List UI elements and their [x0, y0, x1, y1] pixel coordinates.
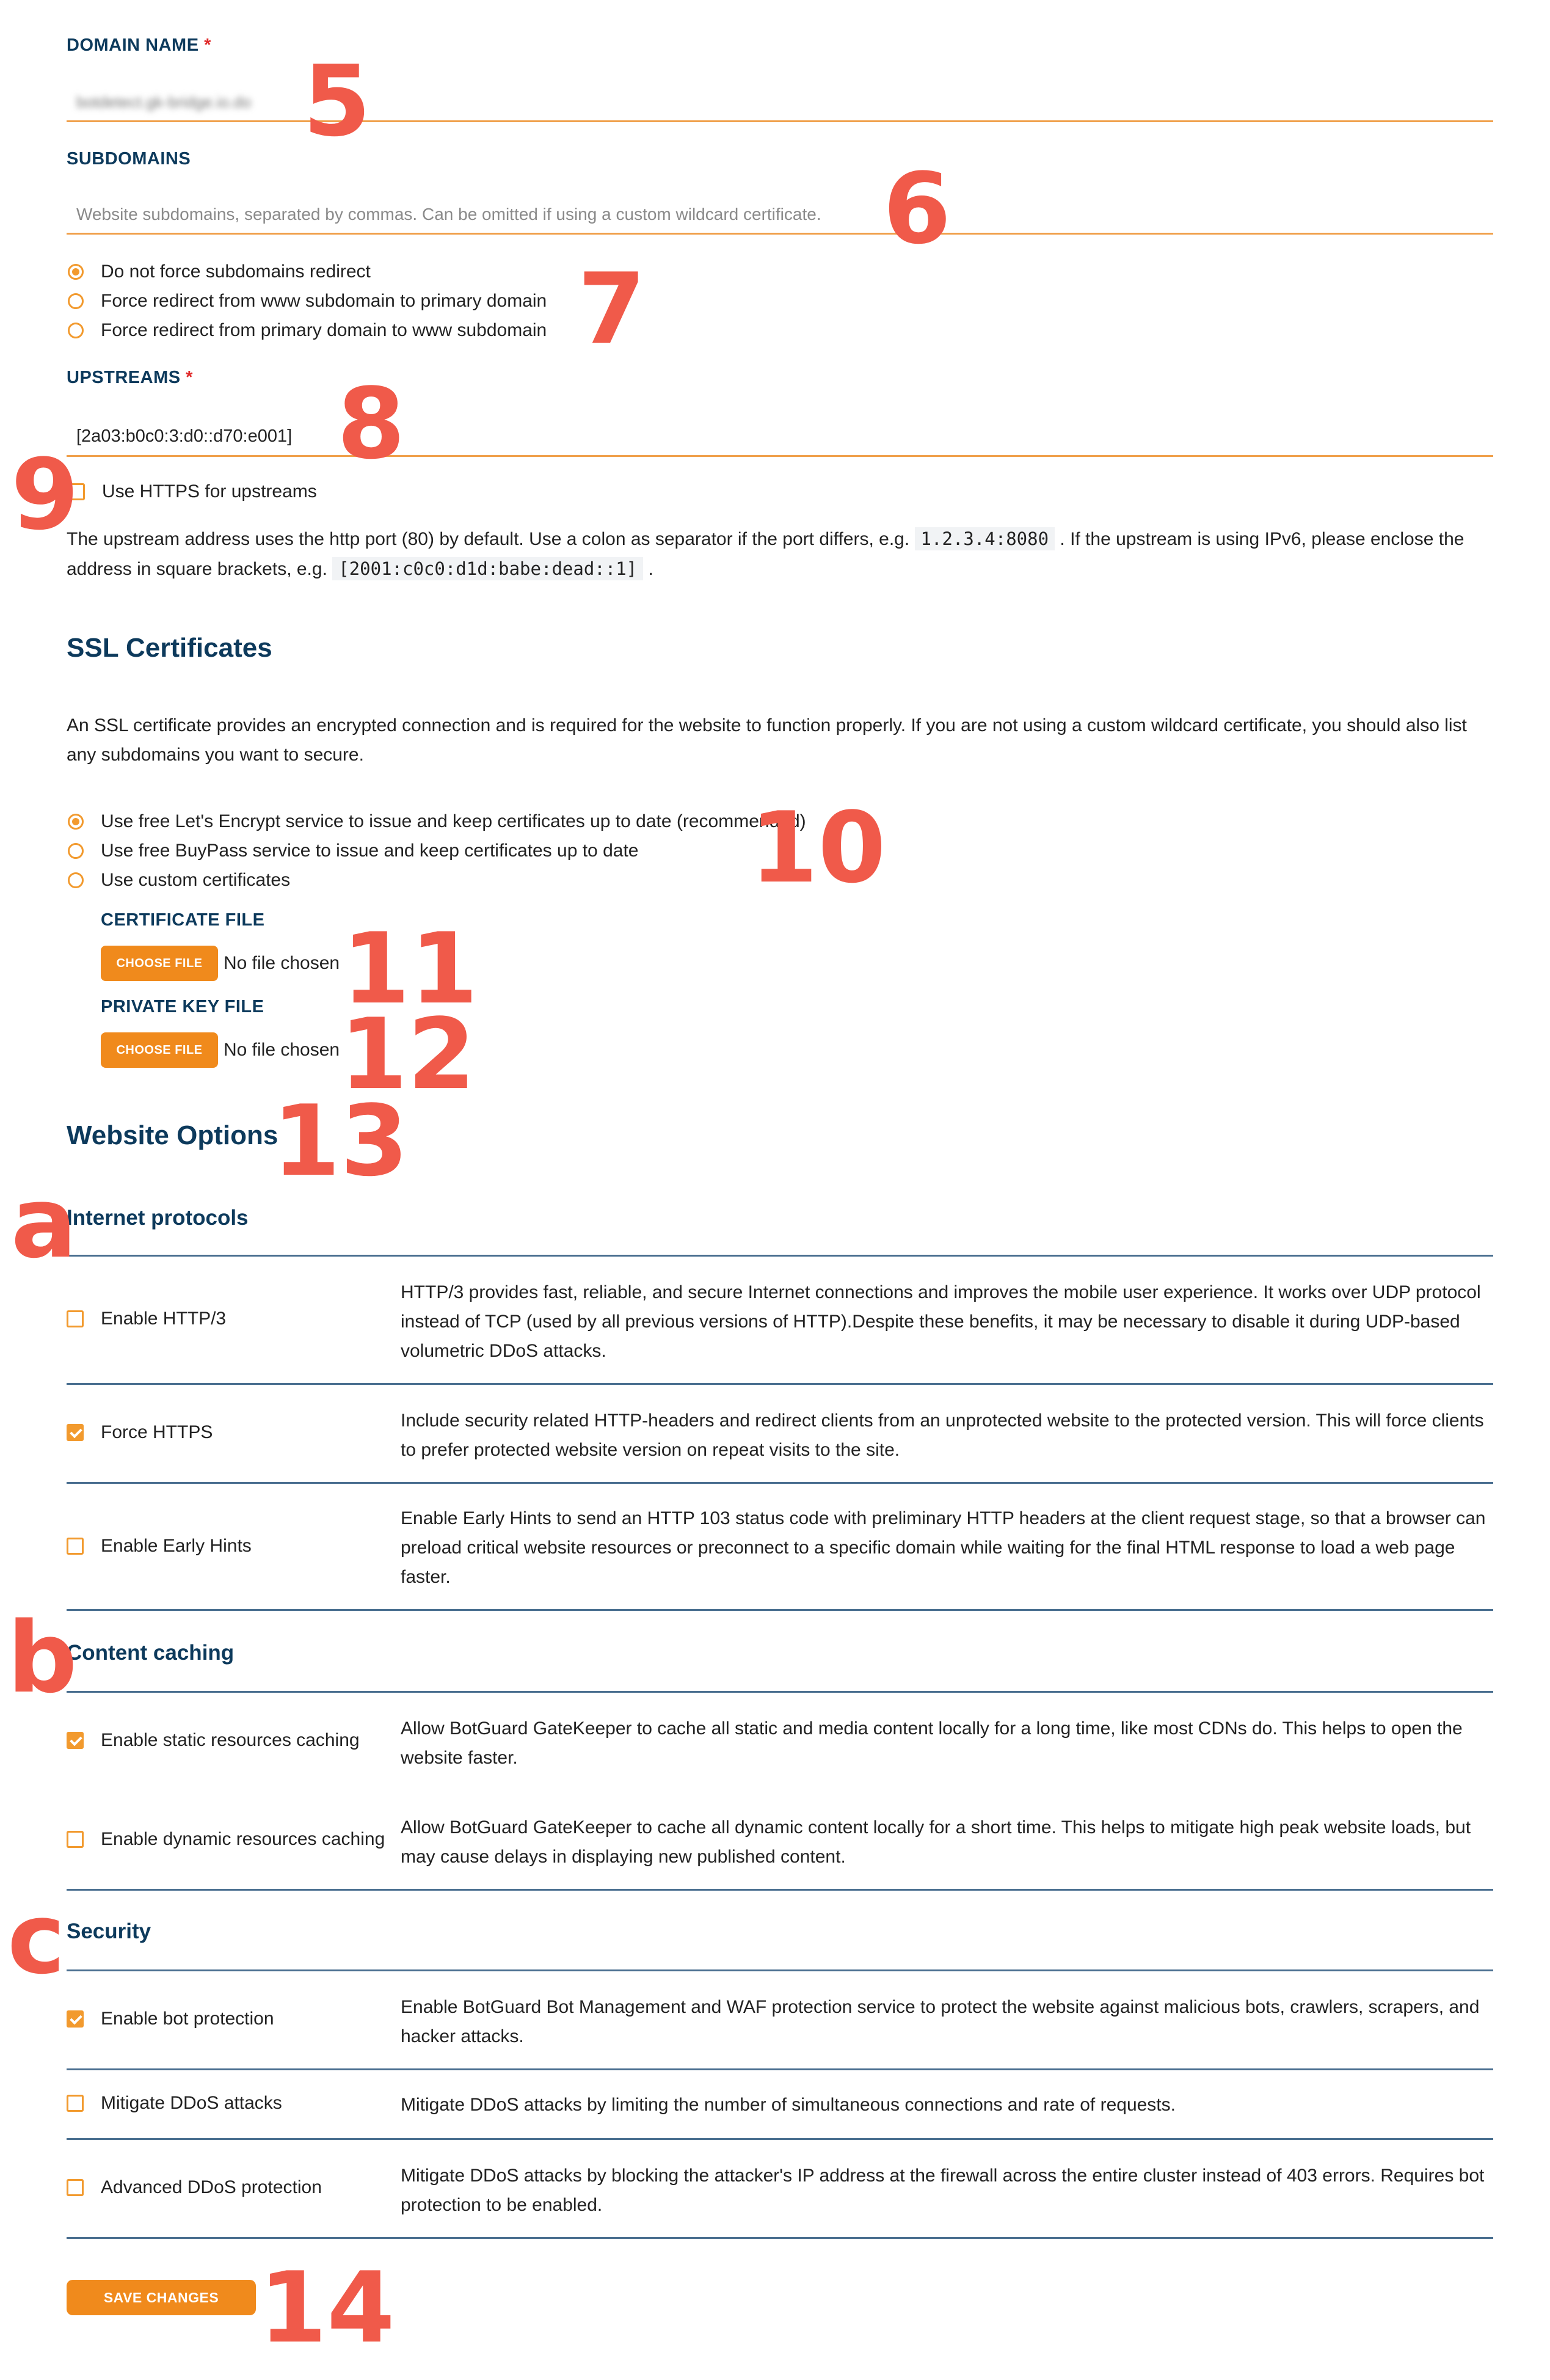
option-mitigate-ddos[interactable]: Mitigate DDoS attacks [67, 2093, 282, 2114]
radio-button[interactable] [68, 293, 84, 309]
divider [67, 1482, 1493, 1484]
radio-button[interactable] [68, 814, 84, 830]
checkbox[interactable] [67, 2010, 84, 2028]
domain-name-label: DOMAIN NAME * [67, 35, 211, 55]
private-key-file-label: PRIVATE KEY FILE [101, 997, 264, 1017]
checkbox[interactable] [67, 1831, 84, 1848]
annotation-13: 13 [272, 1084, 409, 1198]
checkbox[interactable] [67, 1424, 84, 1441]
domain-name-input[interactable]: botdetect.gk-bridge.io.do [67, 83, 1493, 122]
option-enable-dynamic-caching[interactable]: Enable dynamic resources caching [67, 1829, 385, 1850]
annotation-10: 10 [750, 790, 886, 905]
annotation-11: 11 [342, 911, 478, 1026]
checkbox[interactable] [67, 2095, 84, 2112]
radio-button[interactable] [68, 872, 84, 888]
group-title-internet-protocols: Internet protocols [67, 1206, 249, 1230]
upstreams-help-text: The upstream address uses the http port (80) by default. Use a colon as separator if the port differs, e.g. 1.2.3.4:8080 . If the upstream is using IPv6, please enclose the address in square brackets, e.g. [2001:c0c0:d1d:babe:dead::1] . [67, 528, 1464, 579]
ssl-certificates-title: SSL Certificates [67, 633, 272, 663]
option-description: Include security related HTTP-headers and redirect clients from an unprotected website to the protected version. This will force clients to prefer protected website version on repeat visits to the site. [401, 1411, 1484, 1460]
option-description: Allow BotGuard GateKeeper to cache all static and media content locally for a long time, like most CDNs do. This helps to open the website faster. [401, 1718, 1463, 1768]
radio-button[interactable] [68, 843, 84, 859]
option-enable-http3[interactable]: Enable HTTP/3 [67, 1309, 226, 1329]
annotation-a: a [11, 1166, 77, 1280]
checkbox[interactable] [67, 2179, 84, 2196]
annotation-b: b [7, 1601, 78, 1715]
group-title-security: Security [67, 1919, 151, 1943]
divider [67, 1889, 1493, 1891]
ssl-option-custom[interactable]: Use custom certificates [68, 870, 290, 891]
upstreams-input[interactable]: [2a03:b0c0:3:d0::d70:e001] [67, 415, 1493, 457]
option-description: Enable BotGuard Bot Management and WAF protection service to protect the website against malicious bots, crawlers, scrapers, and hacker attacks. [401, 1997, 1480, 2046]
ssl-option-letsencrypt[interactable]: Use free Let's Encrypt service to issue and keep certificates up to date (recommended) [68, 811, 806, 832]
ssl-option-buypass[interactable]: Use free BuyPass service to issue and keep certificates up to date [68, 841, 638, 861]
website-options-title: Website Options [67, 1120, 278, 1150]
upstreams-label: UPSTREAMS * [67, 368, 193, 387]
divider [67, 1969, 1493, 1971]
divider [67, 2237, 1493, 2239]
ssl-description: An SSL certificate provides an encrypted connection and is required for the website to function properly. If you are not using a custom wildcard certificate, you should also list any subdomains you want to secure. [67, 715, 1467, 765]
option-description: HTTP/3 provides fast, reliable, and secure Internet connections and improves the mobile user experience. It works over UDP protocol instead of TCP (used by all previous versions of HTTP).Despite these benefits, it may be necessary to disable it during UDP-based volumetric DDoS attacks. [401, 1282, 1481, 1361]
option-force-https[interactable]: Force HTTPS [67, 1422, 213, 1443]
divider [67, 2138, 1493, 2140]
option-enable-bot-protection[interactable]: Enable bot protection [67, 2009, 274, 2029]
choose-certificate-file-button[interactable]: CHOOSE FILE [101, 946, 218, 981]
option-advanced-ddos-protection[interactable]: Advanced DDoS protection [67, 2177, 322, 2198]
option-description: Enable Early Hints to send an HTTP 103 status code with preliminary HTTP headers at the client request stage, so that a browser can preload critical website resources or preconnect to a specific domain while waiting for the final HTML response to load a web page faster. [401, 1508, 1486, 1587]
annotation-8: 8 [337, 367, 406, 481]
subdomain-redirect-option-primary-to-www[interactable]: Force redirect from primary domain to www subdomain [68, 320, 547, 341]
checkbox[interactable] [67, 1732, 84, 1749]
annotation-c: c [7, 1882, 65, 1996]
subdomain-redirect-option-none[interactable]: Do not force subdomains redirect [68, 261, 371, 282]
group-title-content-caching: Content caching [67, 1641, 235, 1665]
divider [67, 1383, 1493, 1385]
checkbox[interactable] [67, 1310, 84, 1327]
radio-button[interactable] [68, 323, 84, 338]
option-description: Allow BotGuard GateKeeper to cache all dynamic content locally for a short time. This helps to mitigate high peak website loads, but may cause delays in displaying new published content. [401, 1817, 1471, 1867]
annotation-9: 9 [11, 437, 79, 552]
subdomain-redirect-option-www-to-primary[interactable]: Force redirect from www subdomain to primary domain [68, 291, 547, 312]
divider [67, 1691, 1493, 1693]
annotation-14: 14 [259, 2250, 395, 2365]
certificate-file-label: CERTIFICATE FILE [101, 910, 265, 930]
annotation-7: 7 [578, 252, 646, 366]
divider [67, 1609, 1493, 1611]
option-enable-static-caching[interactable]: Enable static resources caching [67, 1730, 360, 1751]
choose-private-key-file-button[interactable]: CHOOSE FILE [101, 1032, 218, 1068]
private-key-file-status: No file chosen [224, 1040, 340, 1060]
divider [67, 1255, 1493, 1257]
option-description: Mitigate DDoS attacks by blocking the attacker's IP address at the firewall across the entire cluster instead of 403 errors. Requires bot protection to be enabled. [401, 2166, 1485, 2215]
certificate-file-status: No file chosen [224, 953, 340, 973]
checkbox[interactable] [67, 1538, 84, 1555]
save-changes-button[interactable]: SAVE CHANGES [67, 2280, 256, 2315]
subdomains-input[interactable] [67, 195, 1493, 235]
annotation-12: 12 [340, 997, 476, 1111]
option-description: Mitigate DDoS attacks by limiting the number of simultaneous connections and rate of requests. [401, 2095, 1176, 2115]
annotation-6: 6 [883, 151, 951, 266]
annotation-5: 5 [303, 44, 371, 158]
subdomains-label: SUBDOMAINS [67, 149, 191, 169]
option-enable-early-hints[interactable]: Enable Early Hints [67, 1536, 252, 1557]
radio-button[interactable] [68, 264, 84, 280]
use-https-upstreams-option[interactable]: Use HTTPS for upstreams [68, 481, 317, 502]
divider [67, 2068, 1493, 2070]
